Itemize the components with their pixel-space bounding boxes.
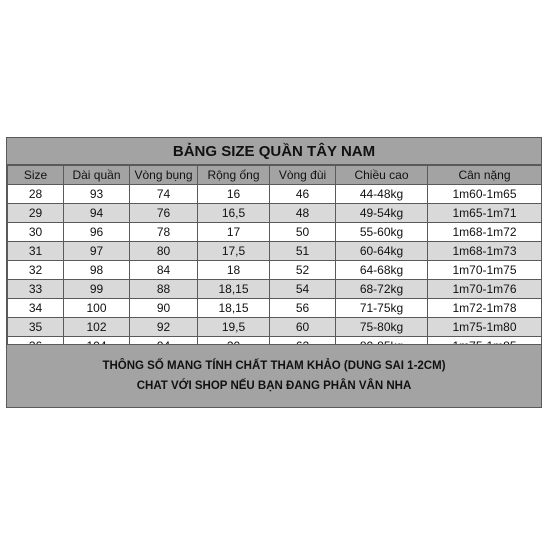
table-cell: 99 bbox=[64, 280, 130, 299]
table-cell: 98 bbox=[64, 261, 130, 280]
table-cell: 50 bbox=[270, 223, 336, 242]
table-cell: 52 bbox=[270, 261, 336, 280]
table-row bbox=[8, 185, 542, 204]
table-cell: 1m60-1m65 bbox=[428, 185, 542, 204]
table-cell: 35 bbox=[8, 318, 64, 337]
table-cell: 1m75-1m80 bbox=[428, 318, 542, 337]
table-cell: 17 bbox=[198, 223, 270, 242]
table-cell: 92 bbox=[130, 318, 198, 337]
table-cell: 96 bbox=[64, 223, 130, 242]
column-header: Dài quần bbox=[64, 166, 130, 185]
table-cell: 74 bbox=[130, 185, 198, 204]
size-chart bbox=[6, 137, 542, 408]
table-cell: 16,5 bbox=[198, 204, 270, 223]
table-cell: 84 bbox=[130, 261, 198, 280]
table-cell: 54 bbox=[270, 280, 336, 299]
table-cell: 88 bbox=[130, 280, 198, 299]
table-cell: 1m65-1m71 bbox=[428, 204, 542, 223]
table-cell: 68-72kg bbox=[336, 280, 428, 299]
table-row bbox=[8, 318, 542, 337]
table-cell: 94 bbox=[64, 204, 130, 223]
column-header: Size bbox=[8, 166, 64, 185]
table-cell: 33 bbox=[8, 280, 64, 299]
table-cell: 100 bbox=[64, 299, 130, 318]
table-cell: 48 bbox=[270, 204, 336, 223]
footer-note bbox=[7, 344, 541, 407]
table-cell: 71-75kg bbox=[336, 299, 428, 318]
table-row bbox=[8, 223, 542, 242]
table-cell: 31 bbox=[8, 242, 64, 261]
table-cell: 18,15 bbox=[198, 299, 270, 318]
table-cell: 60 bbox=[270, 318, 336, 337]
table-cell: 18,15 bbox=[198, 280, 270, 299]
table-cell: 76 bbox=[130, 204, 198, 223]
table-cell: 46 bbox=[270, 185, 336, 204]
size-table bbox=[7, 165, 542, 356]
table-cell: 18 bbox=[198, 261, 270, 280]
table-cell: 102 bbox=[64, 318, 130, 337]
table-cell: 97 bbox=[64, 242, 130, 261]
table-cell: 16 bbox=[198, 185, 270, 204]
table-cell: 1m68-1m73 bbox=[428, 242, 542, 261]
table-cell: 32 bbox=[8, 261, 64, 280]
chart-title: BẢNG SIZE QUẦN TÂY NAM bbox=[7, 138, 541, 165]
table-cell: 28 bbox=[8, 185, 64, 204]
table-cell: 55-60kg bbox=[336, 223, 428, 242]
table-cell: 17,5 bbox=[198, 242, 270, 261]
table-row bbox=[8, 204, 542, 223]
table-cell: 34 bbox=[8, 299, 64, 318]
table-cell: 64-68kg bbox=[336, 261, 428, 280]
table-cell: 1m70-1m75 bbox=[428, 261, 542, 280]
column-header: Chiều cao bbox=[336, 166, 428, 185]
table-cell: 80 bbox=[130, 242, 198, 261]
footer-line: CHAT VỚI SHOP NẾU BẠN ĐANG PHÂN VÂN NHA bbox=[136, 380, 412, 392]
table-cell: 1m72-1m78 bbox=[428, 299, 542, 318]
table-cell: 44-48kg bbox=[336, 185, 428, 204]
table-row bbox=[8, 261, 542, 280]
table-row bbox=[8, 242, 542, 261]
footer-line: THÔNG SỐ MANG TÍNH CHẤT THAM KHẢO (DUNG SAI 1-2CM) bbox=[102, 360, 446, 372]
table-cell: 51 bbox=[270, 242, 336, 261]
column-header: Vòng bụng bbox=[130, 166, 198, 185]
table-row bbox=[8, 280, 542, 299]
table-cell: 49-54kg bbox=[336, 204, 428, 223]
table-row bbox=[8, 299, 542, 318]
table-cell: 78 bbox=[130, 223, 198, 242]
table-cell: 1m70-1m76 bbox=[428, 280, 542, 299]
column-header: Vòng đùi bbox=[270, 166, 336, 185]
table-cell: 75-80kg bbox=[336, 318, 428, 337]
column-header: Rộng ống bbox=[198, 166, 270, 185]
table-cell: 93 bbox=[64, 185, 130, 204]
table-cell: 19,5 bbox=[198, 318, 270, 337]
table-cell: 30 bbox=[8, 223, 64, 242]
table-cell: 29 bbox=[8, 204, 64, 223]
table-cell: 60-64kg bbox=[336, 242, 428, 261]
table-cell: 1m68-1m72 bbox=[428, 223, 542, 242]
table-cell: 90 bbox=[130, 299, 198, 318]
table-header-row bbox=[8, 166, 542, 185]
column-header: Cân nặng bbox=[428, 166, 542, 185]
table-cell: 56 bbox=[270, 299, 336, 318]
